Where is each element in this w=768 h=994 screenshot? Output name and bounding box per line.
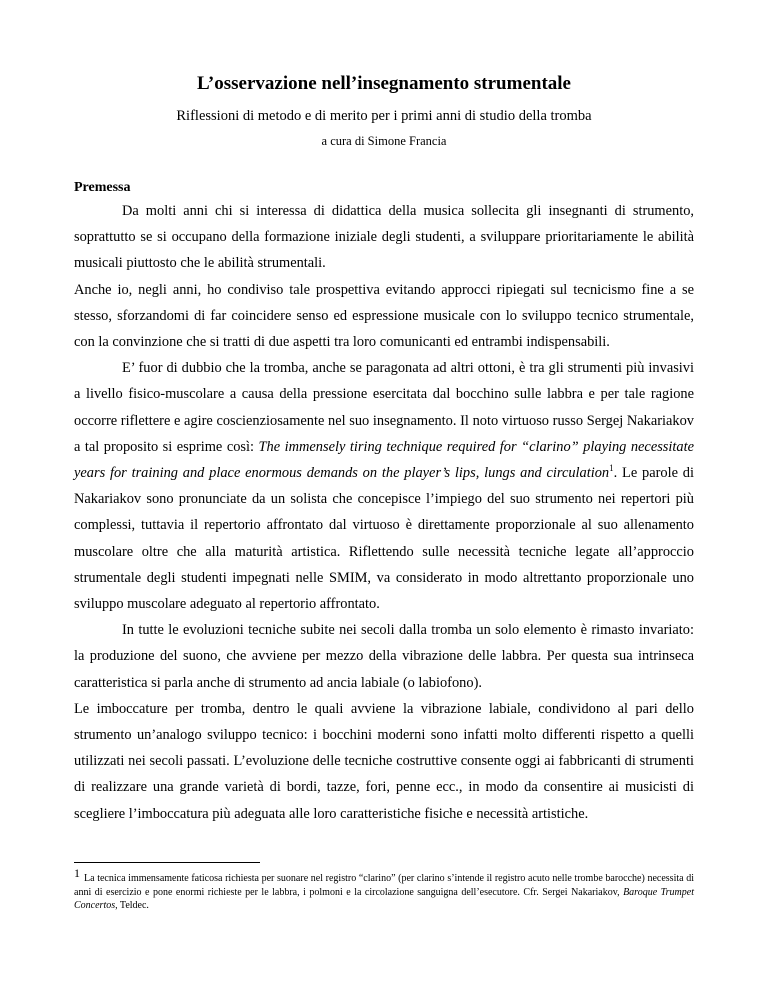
footnote-text-after: Teldec. (117, 900, 149, 911)
body-text (74, 198, 694, 827)
paragraph-3-text-before: E’ fuor di dubbio che la tromba, anche se paragonata ad altri ottoni, è tra gli strumenti più invasivi a livello fisico-muscolare a causa della pressione esercitata dal bocchino sulle labbra e per tale ragione occorre riflettere e agire coscienziosamente nel suo insegnamento. Il noto virtuoso russo Sergej Nakariakov a tal proposito si esprime così: (74, 360, 694, 455)
paragraph-2: Anche io, negli anni, ho condiviso tale prospettiva evitando approcci ripiegati sul tecnicismo fine a se stesso, sforzandomi di far coincidere senso ed espressione musicale con lo sviluppo tecnico strumentale, con la convinzione che si tratti di due aspetti tra loro comunicanti ed entrambi indispensabili. (74, 281, 694, 351)
paragraph-3-text-after: . Le parole di Nakariakov sono pronunciate da un solista che concepisce l’impiego del suo strumento nei repertori più complessi, tuttavia il repertorio affrontato dal virtuoso è direttamente proporzionale al suo allenamento muscolare oltre che alla maturità artistica. Riflettendo sulle necessità tecniche legate all’approccio strumentale degli studenti impegnati nelle SMIM, va considerato in modo altrettanto proporzionale uno sviluppo muscolare adeguato al repertorio affrontato. (74, 465, 694, 613)
paragraph-3 (74, 355, 694, 617)
footnote-number: 1 (74, 865, 80, 880)
footnote-divider (74, 862, 260, 863)
footnote-text-before: La tecnica immensamente faticosa richiesta per suonare nel registro “clarino” (per clarino s’intende il registro acuto nelle trombe barocche) necessita di anni di esercizio e pone enormi richieste per le labbra, i polmoni e la circolazione sanguigna dell’esecutore. Cfr. Sergei Nakariakov, (74, 873, 694, 898)
paragraph-4: In tutte le evoluzioni tecniche subite nei secoli dalla tromba un solo elemento è rimasto invariato: la produzione del suono, che avviene per mezzo della vibrazione delle labbra. Per questa sua intrinseca caratteristica si parla anche di strumento ad ancia labiale (o labiofono). (74, 622, 694, 691)
section-heading: Premessa (74, 180, 131, 195)
document-subtitle: Riflessioni di metodo e di merito per i primi anni di studio della tromba (176, 108, 592, 124)
footnote (74, 865, 694, 913)
nakariakov-quote: The immensely tiring technique required for “clarino” playing necessitate years for training and place enormous demands on the player’s lips, lungs and circulation (74, 438, 694, 482)
paragraph-5: Le imboccature per tromba, dentro le quali avviene la vibrazione labiale, condividono al pari dello strumento un’analogo sviluppo tecnico: i bocchini moderni sono infatti molto differenti rispetto a quelli utilizzati nei secoli passati. L’evoluzione delle tecniche costruttive consente oggi ai fabbricanti di strumenti di realizzare una grande varietà di bordi, tazze, fori, penne ecc., in modo da consentire ai musicisti di scegliere l’imboccatura più adeguata alle loro caratteristiche fisiche e necessità artistiche. (74, 700, 694, 822)
paragraph-1: Da molti anni chi si interessa di didattica della musica sollecita gli insegnanti di strumento, soprattutto se si occupano della formazione iniziale degli studenti, a sviluppare prioritariamente le abilità musicali piuttosto che le abilità strumentali. (74, 203, 694, 272)
document-author: a cura di Simone Francia (321, 134, 447, 148)
footnote-reference[interactable]: 1 (609, 463, 614, 474)
document-title: L’osservazione nell’insegnamento strumentale (197, 73, 571, 94)
footnote-work-title: Baroque Trumpet Concertos, (74, 886, 694, 911)
